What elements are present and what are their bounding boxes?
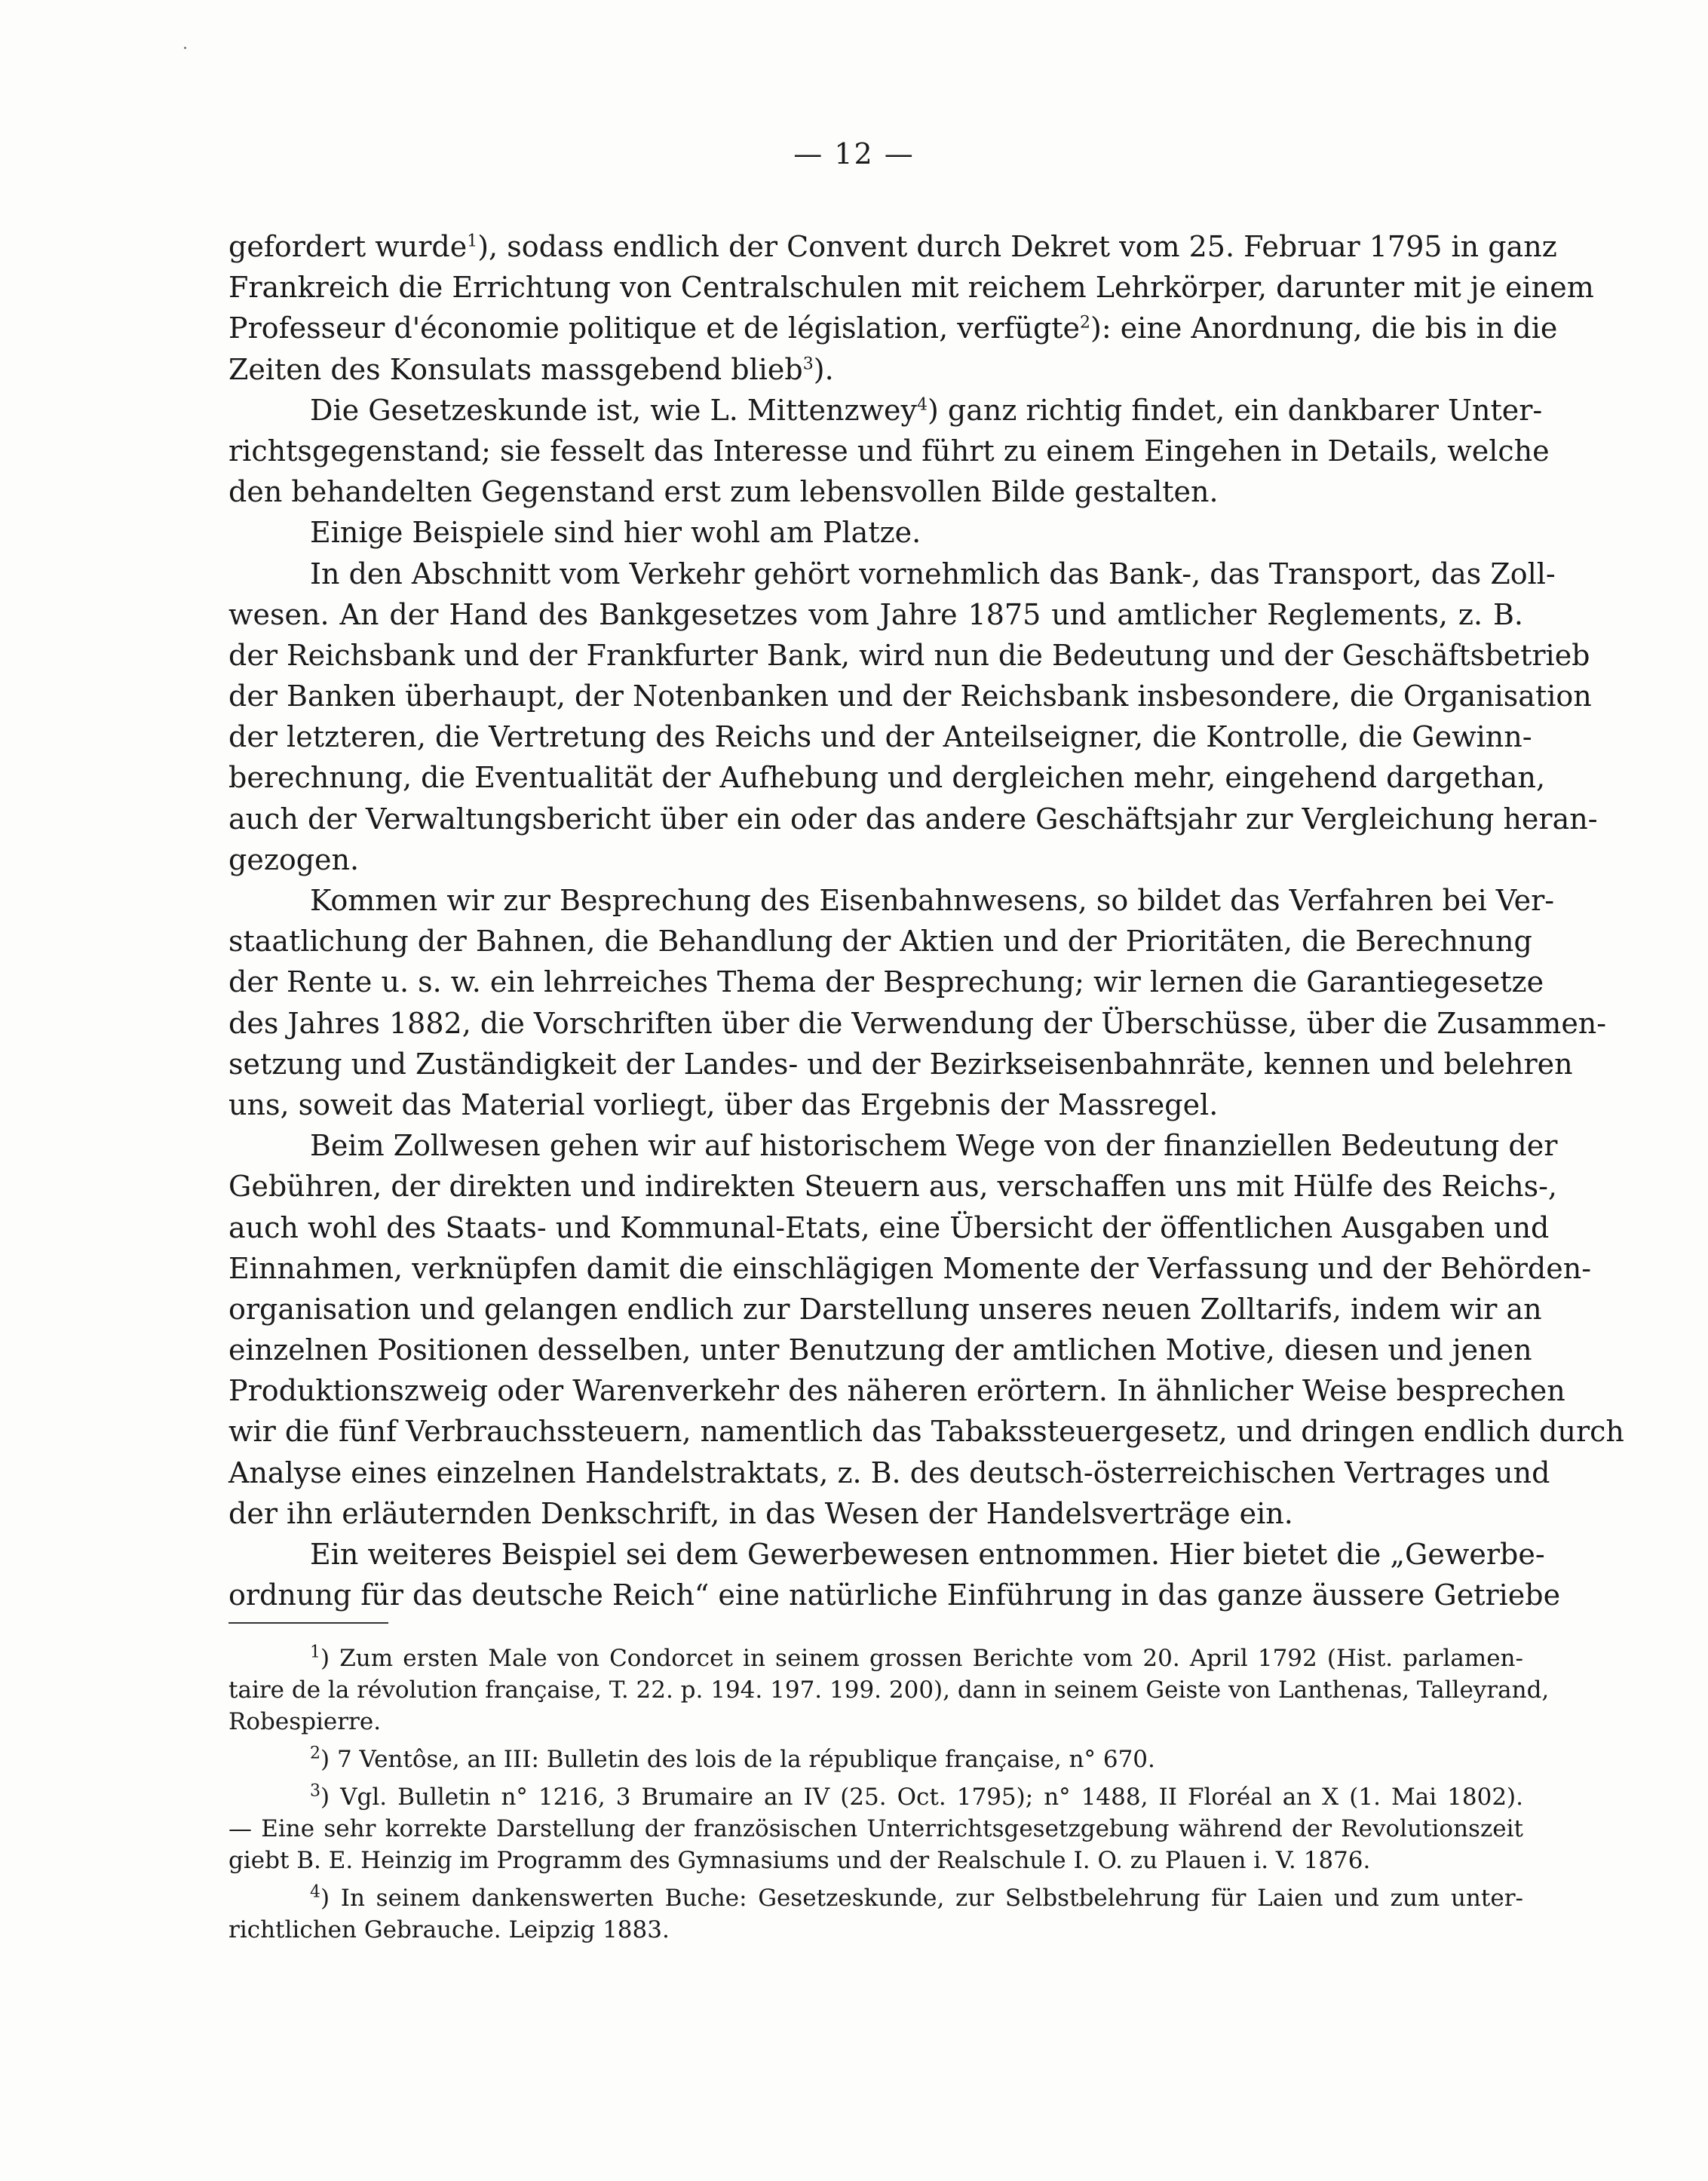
text-line bbox=[228, 1914, 1523, 1946]
text-segment: richtlichen Gebrauche. Leipzig 1883. bbox=[228, 1916, 670, 1943]
text-line bbox=[228, 349, 1523, 390]
text-segment: ordnung für das deutsche Reich“ eine natürliche Einführung in das ganze äussere Getriebe bbox=[228, 1578, 1561, 1612]
text-segment: Einnahmen, verknüpfen damit die einschlägigen Momente der Verfassung und der Behörden- bbox=[228, 1251, 1592, 1285]
scan-speck bbox=[184, 47, 186, 49]
text-line bbox=[228, 1744, 1523, 1775]
text-line bbox=[228, 635, 1590, 676]
text-line bbox=[228, 799, 1598, 839]
text-line bbox=[228, 1845, 1523, 1876]
text-segment: richtsgegenstand; sie fesselt das Interesse und führt zu einem Eingehen in Details, welche bbox=[228, 434, 1550, 468]
text-line bbox=[228, 1882, 1523, 1914]
paragraph-2 bbox=[228, 390, 1550, 513]
paragraph-3 bbox=[228, 512, 1523, 553]
text-segment: gezogen. bbox=[228, 842, 360, 876]
footnote-1 bbox=[228, 1643, 1550, 1738]
text-line bbox=[228, 1248, 1592, 1289]
text-line bbox=[228, 716, 1532, 757]
text-line bbox=[228, 390, 1543, 431]
text-segment: uns, soweit das Material vorliegt, über das Ergebnis der Massregel. bbox=[228, 1087, 1219, 1121]
footnote-reference: 1 bbox=[467, 232, 478, 251]
text-segment: ) 7 Ventôse, an III: Bulletin des lois de la république française, n° 670. bbox=[320, 1746, 1155, 1773]
text-line bbox=[228, 1125, 1558, 1166]
text-segment: In den Abschnitt vom Verkehr gehört vornehmlich das Bank-, das Transport, das Zoll- bbox=[310, 557, 1556, 590]
text-segment: gefordert wurde bbox=[228, 230, 468, 263]
text-line bbox=[228, 1643, 1523, 1674]
text-line bbox=[228, 839, 1523, 880]
text-segment: ), sodass endlich der Convent durch Dekret vom 25. Februar 1795 in ganz bbox=[477, 230, 1557, 263]
footnote-3 bbox=[228, 1781, 1523, 1876]
text-line bbox=[228, 308, 1558, 348]
text-segment: — Eine sehr korrekte Darstellung der französischen Unterrichtsgesetzgebung während der Revolutionszeit bbox=[228, 1815, 1523, 1842]
text-line bbox=[228, 1452, 1550, 1493]
footnote-2 bbox=[228, 1744, 1523, 1775]
text-line bbox=[228, 880, 1555, 921]
text-segment: der Banken überhaupt, der Notenbanken und der Reichsbank insbesondere, die Organisation bbox=[228, 679, 1592, 713]
text-segment: taire de la révolution française, T. 22. p. 194. 197. 199. 200), dann in seinem Geiste von Lanthenas, Talleyrand, bbox=[228, 1676, 1550, 1704]
text-line bbox=[228, 1813, 1523, 1845]
text-segment: den behandelten Gegenstand erst zum lebensvollen Bilde gestalten. bbox=[228, 475, 1219, 509]
text-segment: wesen. An der Hand des Bankgesetzes vom Jahre 1875 und amtlicher Reglements, z. B. bbox=[228, 597, 1523, 631]
text-segment: Frankreich die Errichtung von Centralschulen mit reichem Lehrkörper, darunter mit je einem bbox=[228, 271, 1594, 305]
text-line bbox=[228, 1411, 1624, 1452]
text-segment: Analyse eines einzelnen Handelstraktats, z. B. des deutsch-österreichischen Vertrages und bbox=[228, 1456, 1550, 1489]
text-segment: Einige Beispiele sind hier wohl am Platze. bbox=[310, 516, 921, 550]
text-segment: Zeiten des Konsulats massgebend blieb bbox=[228, 352, 803, 386]
footnote-reference: 2 bbox=[1080, 313, 1091, 333]
text-segment: auch der Verwaltungsbericht über ein oder das andere Geschäftsjahr zur Vergleichung heran- bbox=[228, 802, 1598, 836]
text-line bbox=[228, 512, 1523, 553]
footnote-reference: 3 bbox=[802, 354, 814, 373]
footnote-marker: 3 bbox=[310, 1781, 320, 1801]
text-line bbox=[228, 226, 1557, 267]
text-segment: berechnung, die Eventualität der Aufhebung und dergleichen mehr, eingehend dargethan, bbox=[228, 761, 1546, 795]
footnote-separator bbox=[228, 1622, 388, 1624]
text-segment: Ein weiteres Beispiel sei dem Gewerbewesen entnommen. Hier bietet die „Gewerbe- bbox=[310, 1538, 1545, 1571]
text-segment: Die Gesetzeskunde ist, wie L. Mittenzwey bbox=[310, 393, 917, 427]
text-segment: der Rente u. s. w. ein lehrreiches Thema der Besprechung; wir lernen die Garantiegesetze bbox=[228, 965, 1544, 999]
paragraph-5 bbox=[228, 880, 1607, 1125]
text-line bbox=[228, 1493, 1523, 1534]
text-line bbox=[228, 594, 1523, 635]
text-segment: Beim Zollwesen gehen wir auf historischem Wege von der finanziellen Bedeutung der bbox=[310, 1129, 1558, 1163]
text-segment: ) Zum ersten Male von Condorcet in seinem grossen Berichte vom 20. April 1792 (Hist. parlamen- bbox=[320, 1645, 1523, 1672]
footnote-marker: 1 bbox=[310, 1643, 320, 1662]
text-segment: der ihn erläuternden Denkschrift, in das Wesen der Handelsverträge ein. bbox=[228, 1496, 1293, 1530]
text-segment: Robespierre. bbox=[228, 1708, 382, 1735]
text-line bbox=[228, 1674, 1550, 1706]
text-line bbox=[228, 676, 1592, 716]
text-segment: der letzteren, die Vertretung des Reichs und der Anteilseigner, die Kontrolle, die Gewinn- bbox=[228, 720, 1532, 754]
text-line bbox=[228, 921, 1532, 962]
footnote-gap bbox=[228, 1876, 1523, 1882]
paragraph-6 bbox=[228, 1125, 1624, 1534]
footnotes bbox=[228, 1643, 1550, 1946]
text-line bbox=[228, 757, 1546, 798]
text-line bbox=[228, 1706, 1523, 1738]
text-line bbox=[228, 267, 1594, 308]
text-segment: ). bbox=[813, 352, 834, 386]
footnote-marker: 2 bbox=[310, 1744, 320, 1763]
text-line bbox=[228, 1330, 1532, 1370]
text-line bbox=[228, 1534, 1545, 1575]
text-segment: setzung und Zuständigkeit der Landes- und der Bezirkseisenbahnräte, kennen und belehren bbox=[228, 1047, 1573, 1081]
footnote-gap bbox=[228, 1738, 1523, 1744]
text-segment: ): eine Anordnung, die bis in die bbox=[1090, 311, 1558, 345]
paragraph-1 bbox=[228, 226, 1594, 390]
text-segment: des Jahres 1882, die Vorschriften über die Verwendung der Überschüsse, über die Zusammen- bbox=[228, 1006, 1607, 1040]
text-segment: Kommen wir zur Besprechung des Eisenbahnwesens, so bildet das Verfahren bei Ver- bbox=[310, 884, 1555, 917]
footnote-gap bbox=[228, 1775, 1523, 1781]
text-segment: Produktionszweig oder Warenverkehr des näheren erörtern. In ähnlicher Weise besprechen bbox=[228, 1374, 1565, 1408]
text-line bbox=[228, 471, 1523, 512]
text-segment: der Reichsbank und der Frankfurter Bank, wird nun die Bedeutung und der Geschäftsbetrieb bbox=[228, 638, 1590, 672]
text-segment: ) ganz richtig findet, ein dankbarer Unter- bbox=[927, 393, 1543, 427]
text-segment: Gebühren, der direkten und indirekten Steuern aus, verschaffen uns mit Hülfe des Reichs-, bbox=[228, 1170, 1557, 1204]
text-line bbox=[228, 1207, 1550, 1248]
text-segment: ) Vgl. Bulletin n° 1216, 3 Brumaire an IV (25. Oct. 1795); n° 1488, II Floréal an X (1. Mai 1802). bbox=[320, 1784, 1523, 1811]
text-segment: auch wohl des Staats- und Kommunal-Etats, eine Übersicht der öffentlichen Ausgaben und bbox=[228, 1210, 1550, 1244]
text-line bbox=[228, 1575, 1561, 1615]
page-number: — 12 — bbox=[793, 137, 915, 170]
text-segment: organisation und gelangen endlich zur Darstellung unseres neuen Zolltarifs, indem wir an bbox=[228, 1292, 1542, 1326]
text-line bbox=[228, 1044, 1573, 1084]
text-line bbox=[228, 1370, 1565, 1411]
text-line bbox=[228, 1084, 1523, 1125]
text-line bbox=[228, 554, 1556, 594]
text-segment: ) In seinem dankenswerten Buche: Gesetzeskunde, zur Selbstbelehrung für Laien und zum unter- bbox=[320, 1885, 1523, 1912]
text-segment: wir die fünf Verbrauchssteuern, namentlich das Tabakssteuergesetz, und dringen endlich durch bbox=[228, 1415, 1624, 1449]
text-line bbox=[228, 1003, 1607, 1044]
body-text bbox=[228, 226, 1624, 1615]
text-line bbox=[228, 1781, 1523, 1813]
footnote-4 bbox=[228, 1882, 1523, 1946]
text-line bbox=[228, 431, 1550, 471]
text-segment: einzelnen Positionen desselben, unter Benutzung der amtlichen Motive, diesen und jenen bbox=[228, 1333, 1532, 1367]
paragraph-4 bbox=[228, 554, 1598, 881]
text-segment: Professeur d'économie politique et de législation, verfügte bbox=[228, 311, 1081, 345]
text-line bbox=[228, 1166, 1557, 1207]
text-line bbox=[228, 1289, 1542, 1330]
footnote-marker: 4 bbox=[310, 1882, 320, 1902]
paragraph-7 bbox=[228, 1534, 1561, 1615]
text-segment: staatlichung der Bahnen, die Behandlung der Aktien und der Prioritäten, die Berechnung bbox=[228, 925, 1532, 959]
text-line bbox=[228, 962, 1544, 1002]
footnote-reference: 4 bbox=[916, 395, 928, 415]
text-segment: giebt B. E. Heinzig im Programm des Gymnasiums und der Realschule I. O. zu Plauen i. V. 1876. bbox=[228, 1847, 1371, 1874]
